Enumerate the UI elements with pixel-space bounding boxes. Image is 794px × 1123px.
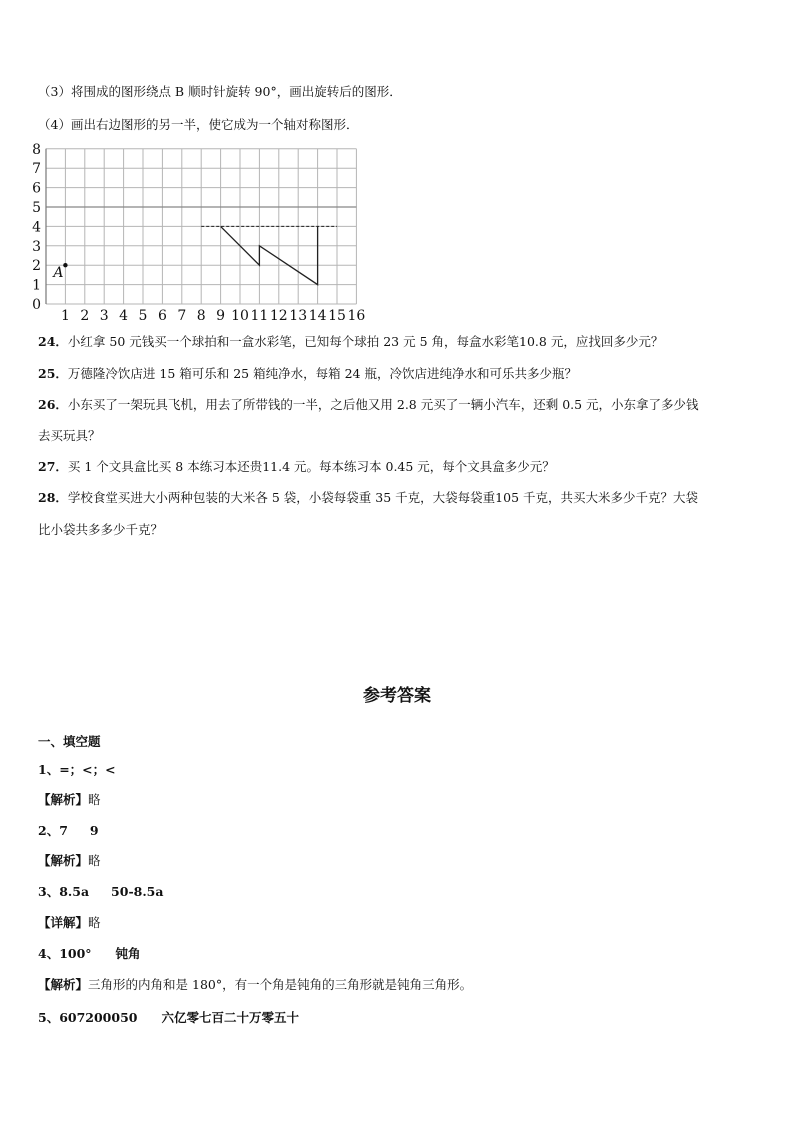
x-tick-label: 16	[347, 308, 366, 323]
y-tick-label: 0	[32, 297, 41, 313]
x-tick-label: 13	[289, 308, 308, 323]
answer-5: 5、607200050 六亿零七百二十万零五十	[38, 1010, 299, 1025]
point-a-label: A	[53, 265, 64, 282]
x-tick-label: 12	[269, 308, 288, 323]
x-tick-label: 2	[80, 308, 90, 323]
x-tick-label: 3	[99, 308, 109, 323]
q3-text: （3）将围成的图形绕点 B 顺时针旋转 90°，画出旋转后的图形．	[38, 84, 402, 99]
y-tick-label: 6	[32, 180, 41, 197]
x-tick-label: 5	[138, 308, 148, 323]
question-26-cont: 去买玩具？	[38, 428, 101, 443]
y-tick-label: 2	[32, 258, 41, 275]
x-tick-label: 10	[231, 308, 249, 323]
y-tick-label: 4	[32, 219, 41, 236]
x-tick-label: 15	[328, 308, 346, 323]
answer-4-analysis: 【解析】三角形的内角和是 180°，有一个角是钝角的三角形就是钝角三角形。	[38, 977, 473, 992]
point-a	[63, 263, 67, 267]
half-figure-shape	[221, 226, 318, 284]
question-28: 28．学校食堂买进大小两种包装的大米各 5 袋，小袋每袋重 35 千克，大袋每袋重105 千克，共买大米多少千克？大袋	[38, 490, 698, 505]
x-tick-label: 6	[157, 308, 167, 323]
answer-3: 3、8.5a 50-8.5a	[38, 884, 164, 899]
answer-2-analysis: 【解析】略	[38, 853, 101, 868]
y-tick-label: 1	[32, 277, 41, 294]
answer-4: 4、100° 钝角	[38, 946, 141, 961]
question-27: 27．买 1 个文具盒比买 8 本练习本还贵11.4 元。每本练习本 0.45 元，每个文具盒多少元？	[38, 459, 555, 474]
x-tick-label: 8	[196, 308, 206, 323]
question-24: 24．小红拿 50 元钱买一个球拍和一盒水彩笔，已知每个球拍 23 元 5 角，每盒水彩笔10.8 元，应找回多少元？	[38, 334, 664, 349]
answer-3-detail: 【详解】略	[38, 915, 101, 930]
x-tick-label: 11	[250, 308, 269, 323]
answers-title: 参考答案	[363, 686, 431, 706]
y-tick-label: 8	[32, 141, 41, 158]
coordinate-grid	[30, 141, 370, 323]
x-tick-label: 7	[177, 308, 187, 323]
x-tick-label: 1	[60, 308, 70, 323]
question-25: 25．万德隆冷饮店进 15 箱可乐和 25 箱纯净水，每箱 24 瓶，冷饮店进纯净水和可乐共多少瓶？	[38, 366, 577, 381]
x-tick-label: 14	[308, 308, 327, 323]
y-tick-label: 5	[32, 200, 41, 216]
answer-2: 2、7 9	[38, 823, 99, 838]
answer-1: 1、=；<；<	[38, 762, 116, 777]
q4-text: （4）画出右边图形的另一半，使它成为一个轴对称图形．	[38, 117, 359, 132]
y-tick-label: 3	[32, 238, 41, 255]
x-tick-label: 9	[216, 308, 226, 323]
question-26: 26．小东买了一架玩具飞机，用去了所带钱的一半，之后他又用 2.8 元买了一辆小汽车，还剩 0.5 元，小东拿了多少钱	[38, 397, 699, 412]
question-28-cont: 比小袋共多多少千克？	[38, 522, 164, 537]
y-tick-label: 7	[32, 161, 41, 178]
answer-1-analysis: 【解析】略	[38, 792, 101, 807]
x-tick-label: 4	[119, 308, 129, 323]
section-heading: 一、填空题	[38, 734, 101, 749]
